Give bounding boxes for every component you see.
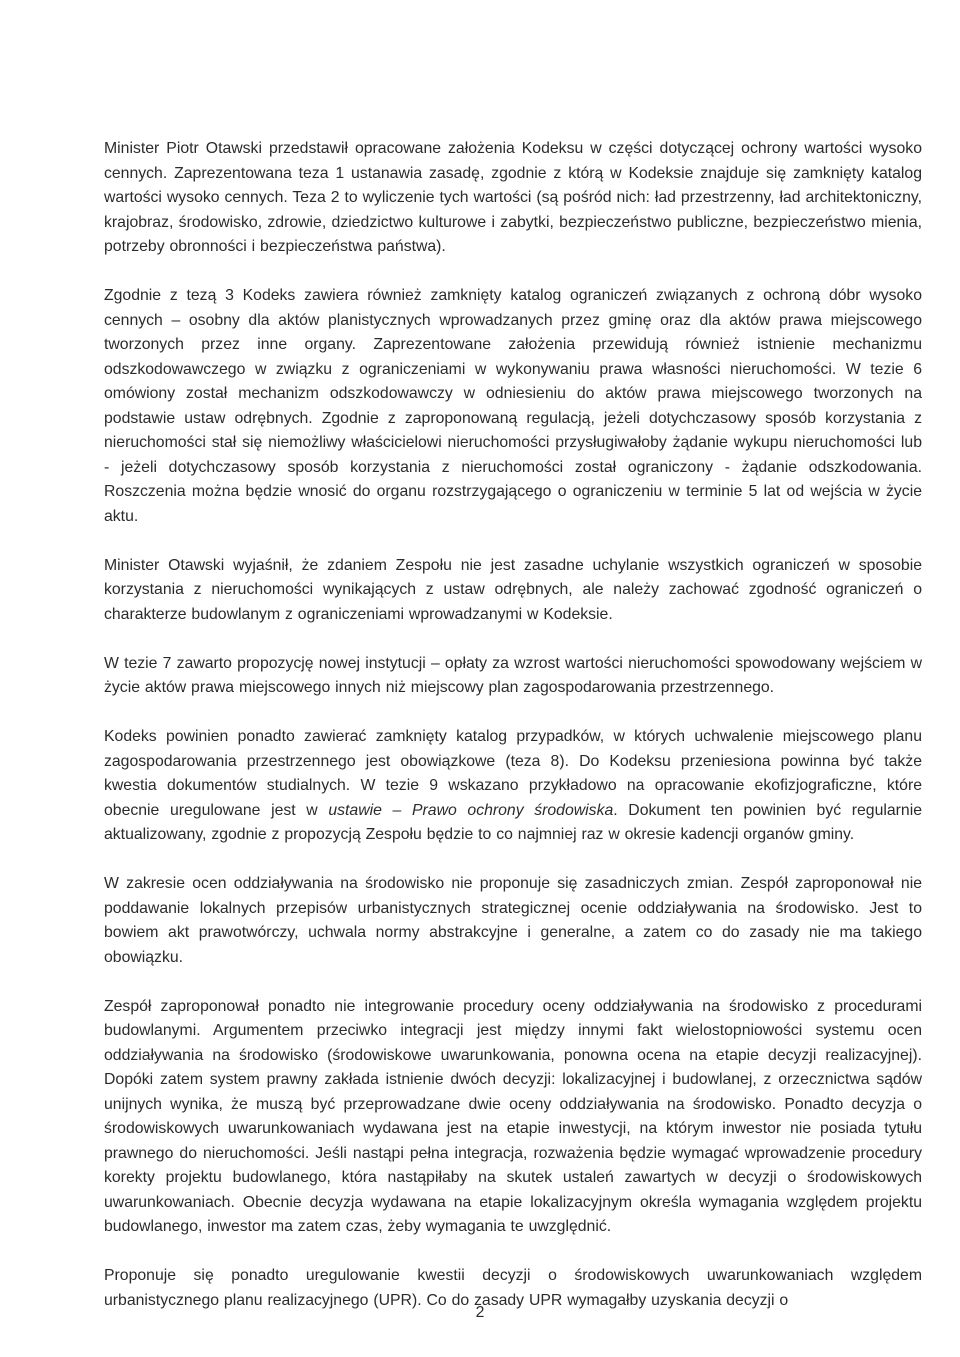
paragraph-7: Zespół zaproponował ponadto nie integrowanie procedury oceny oddziaływania na środowisko z procedurami budowlanymi. Argumentem przeciwko integracji jest między innymi fakt wielostopniowości systemu ocen oddziaływania na środowisko (środowiskowe uwarunkowania, ponowna ocena na etapie decyzji realizacyjnej). Dopóki zatem system prawny zakłada istnienie dwóch decyzji: lokalizacyjnej i budowlanej, z orzecznictwa sądów unijnych wynika, że muszą być przeprowadzane dwie oceny oddziaływania na środowisko. Ponadto decyzja o środowiskowych uwarunkowaniach wydawana jest na etapie inwestycji, na którym inwestor nie posiada tytułu prawnego do nieruchomości. Jeśli nastąpi pełna integracja, rozważenia będzie wymagać wprowadzenie procedury korekty projektu budowlanego, która nastąpiłaby na skutek ustaleń zawartych w decyzji o środowiskowych uwarunkowaniach. Obecnie decyzja wydawana na etapie lokalizacyjnym określa wymagania względem projektu budowlanego, inwestor ma zatem czas, żeby wymagania te uwzględnić. [104, 997, 922, 1235]
paragraph-6: W zakresie ocen oddziaływania na środowisko nie proponuje się zasadniczych zmian. Zespół zaproponował nie poddawanie lokalnych przepisów urbanistycznych strategicznej ocenie oddziaływania na środowisko. Jest to bowiem akt prawotwórczy, uchwala normy abstrakcyjne i generalne, a zatem co do zasady nie ma takiego obowiązku. [104, 875, 922, 966]
paragraph-4: W tezie 7 zawarto propozycję nowej instytucji – opłaty za wzrost wartości nieruchomości spowodowany wejściem w życie aktów prawa miejscowego innych niż miejscowy plan zagospodarowania przestrzennego. [104, 654, 922, 696]
paragraph-1: Minister Piotr Otawski przedstawił opracowane założenia Kodeksu w części dotyczącej ochrony wartości wysoko cennych. Zaprezentowana teza 1 ustanawia zasadę, zgodnie z którą w Kodeksie znajduje się zamknięty katalog wartości wysoko cennych. Teza 2 to wyliczenie tych wartości (są pośród nich: ład przestrzenny, ład architektoniczny, krajobraz, środowisko, zdrowie, dziedzictwo kulturowe i zabytki, bezpieczeństwo publiczne, bezpieczeństwo mienia, potrzeby obronności i bezpieczeństwa państwa). [104, 140, 922, 255]
paragraph-2: Zgodnie z tezą 3 Kodeks zawiera również zamknięty katalog ograniczeń związanych z ochroną dóbr wysoko cennych – osobny dla aktów planistycznych wprowadzanych przez gminę oraz dla aktów prawa miejscowego tworzonych przez inne organy. Zaprezentowane założenia przewidują również istnienie mechanizmu odszkodowawczego w związku z ograniczeniami w wykonywaniu prawa własności nieruchomości. W tezie 6 omówiony został mechanizm odszkodowawczy w odniesieniu do aktów prawa miejscowego tworzonych na podstawie ustaw odrębnych. Zgodnie z zaproponowaną regulacją, jeżeli dotychczasowy sposób korzystania z nieruchomości stał się niemożliwy właścicielowi nieruchomości przysługiwałoby żądanie wykupu nieruchomości lub - jeżeli dotychczasowy sposób korzystania z nieruchomości został ograniczony - żądanie odszkodowania. Roszczenia można będzie wnosić do organu rozstrzygającego o ograniczeniu w terminie 5 lat od wejścia w życie aktu. [104, 287, 922, 525]
page-number: 2 [475, 1304, 485, 1321]
paragraph-5 [104, 725, 922, 848]
paragraph-8: Proponuje się ponadto uregulowanie kwestii decyzji o środowiskowych uwarunkowaniach względem urbanistycznego planu realizacyjnego (UPR). Co do zasady UPR wymagałby uzyskania decyzji o [104, 1267, 922, 1309]
paragraph-3: Minister Otawski wyjaśnił, że zdaniem Zespołu nie jest zasadne uchylanie wszystkich ograniczeń w sposobie korzystania z nieruchomości wynikających z ustaw odrębnych, ale należy zachować zgodność ograniczeń o charakterze budowlanym z ograniczeniami wprowadzanymi w Kodeksie. [104, 556, 922, 623]
paragraph-5-text-after: . Dokument ten powinien być regularnie aktualizowany, zgodnie z propozycją Zespołu będzie to co najmniej raz w okresie kadencji organów gminy. [104, 801, 923, 843]
document-body [104, 137, 922, 1313]
paragraph-5-emphasis: ustawie – Prawo ochrony środowiska [328, 801, 614, 819]
paragraph-5-text-before: Kodeks powinien ponadto zawierać zamknięty katalog przypadków, w których uchwalenie miejscowego planu zagospodarowania przestrzennego jest obowiązkowe (teza 8). Do Kodeksu przeniesiona powinna być także kwestia dokumentów studialnych. W tezie 9 wskazano przykładowo na opracowanie ekofizjograficzne, które obecnie uregulowane jest w [104, 728, 922, 819]
